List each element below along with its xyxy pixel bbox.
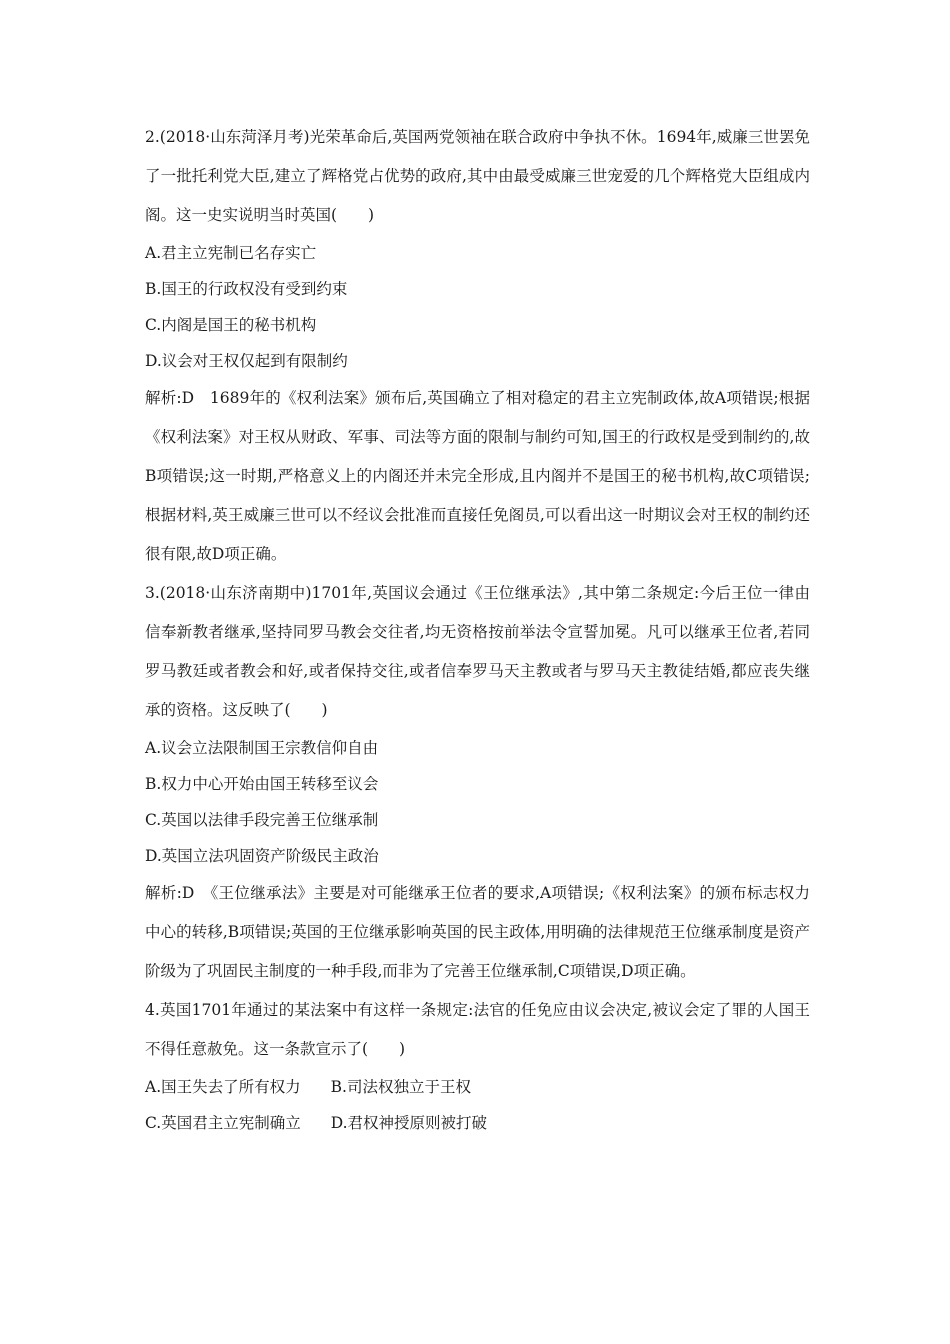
question-3-option-b: B.权力中心开始由国王转移至议会: [145, 775, 379, 793]
question-4-option-b: B.司法权独立于王权: [330, 1078, 471, 1096]
question-4-option-d: D.君权神授原则被打破: [330, 1114, 488, 1132]
question-2-analysis: 解析:D 1689年的《权利法案》颁布后,英国确立了相对稳定的君主立宪制政体,故A项错误;根据《权利法案》对王权从财政、军事、司法等方面的限制与制约可知,国王的行政权是受到制约的,故B项错误;这一时期,严格意义上的内阁还并未完全形成,且内阁并不是国王的秘书机构,故C项错误;根据材料,英王威廉三世可以不经议会批准而直接任免阁员,可以看出这一时期议会对王权的制约还很有限,故D项正确。: [145, 389, 810, 563]
question-2-option-c: C.内阁是国王的秘书机构: [145, 316, 317, 334]
question-2-option-b: B.国王的行政权没有受到约束: [145, 280, 348, 298]
question-3-option-a: A.议会立法限制国王宗教信仰自由: [145, 739, 379, 757]
question-2-stem: 2.(2018·山东菏泽月考)光荣革命后,英国两党领袖在联合政府中争执不休。1694年,威廉三世罢免了一批托利党大臣,建立了辉格党占优势的政府,其中由最受威廉三世宠爱的几个辉格党大臣组成内阁。这一史实说明当时英国( ): [145, 128, 810, 224]
question-4-stem: 4.英国1701年通过的某法案中有这样一条规定:法官的任免应由议会决定,被议会定了罪的人国王不得任意赦免。这一条款宣示了( ): [145, 1001, 810, 1058]
question-4-options-row-1: [145, 1069, 810, 1105]
question-3-option-d: D.英国立法巩固资产阶级民主政治: [145, 847, 379, 865]
question-3-analysis: 解析:D 《王位继承法》主要是对可能继承王位者的要求,A项错误;《权利法案》的颁布标志权力中心的转移,B项错误;英国的王位继承影响英国的民主政体,用明确的法律规范王位继承制度是资产阶级为了巩固民主制度的一种手段,而非为了完善王位继承制,C项错误,D项正确。: [145, 884, 810, 980]
question-3-stem: 3.(2018·山东济南期中)1701年,英国议会通过《王位继承法》,其中第二条规定:今后王位一律由信奉新教者继承,坚持同罗马教会交往者,均无资格按前举法令宣誓加冕。凡可以继承王位者,若同罗马教廷或者教会和好,或者保持交往,或者信奉罗马天主教或者与罗马天主教徒结婚,都应丧失继承的资格。这反映了( ): [145, 584, 810, 719]
question-4-options-row-2: [145, 1105, 810, 1141]
question-2-option-a: A.君主立宪制已名存实亡: [145, 244, 317, 262]
question-3-option-c: C.英国以法律手段完善王位继承制: [145, 811, 379, 829]
document-page: [145, 118, 810, 1141]
question-4-option-a: A.国王失去了所有权力: [145, 1078, 301, 1096]
question-2-option-d: D.议会对王权仅起到有限制约: [145, 352, 348, 370]
question-4-option-c: C.英国君主立宪制确立: [145, 1114, 301, 1132]
